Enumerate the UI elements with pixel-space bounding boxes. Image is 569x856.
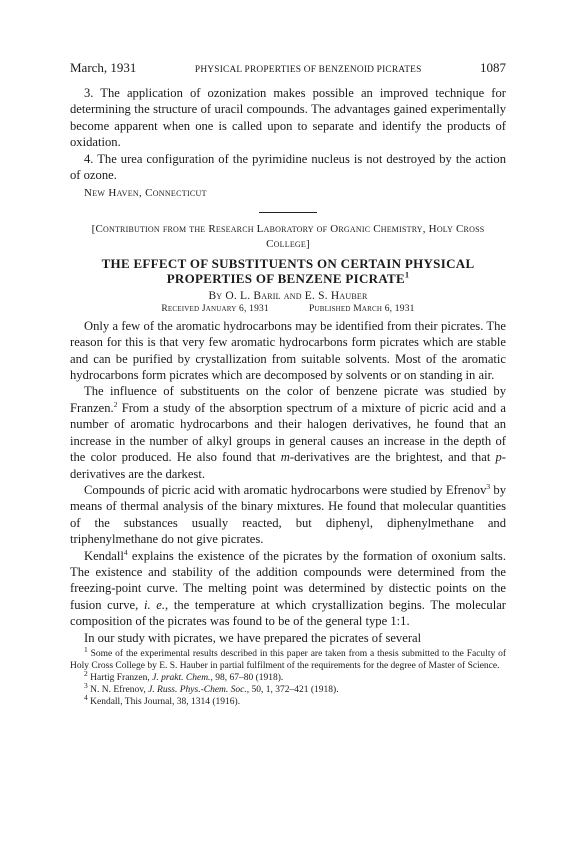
footnote-1-text: Some of the experimental results described in this paper are taken from a thesis submitted to the Faculty of Holy Cross College by E. S. Hauber in partial fulfilment of the requirements for the degree of Master of Science. bbox=[70, 648, 506, 671]
footnote-3-journal: J. Russ. Phys.-Chem. Soc. bbox=[148, 684, 247, 695]
author-location bbox=[70, 185, 506, 202]
journal-page bbox=[70, 60, 506, 708]
paragraph-2 bbox=[70, 383, 506, 481]
title-footnote-marker: 1 bbox=[405, 271, 410, 281]
meta-prefix: m bbox=[280, 450, 290, 465]
byline bbox=[70, 290, 506, 302]
article-title bbox=[70, 256, 506, 287]
footnote-2-mark: 2 bbox=[84, 668, 88, 678]
paragraph-3-part-a: Compounds of picric acid with aromatic hydrocarbons were studied by Efrenov bbox=[84, 482, 487, 497]
running-head-title: PHYSICAL PROPERTIES OF BENZENOID PICRATES bbox=[194, 65, 422, 75]
published-date: Published March 6, 1931 bbox=[308, 303, 415, 314]
conclusion-item-3 bbox=[70, 85, 506, 151]
footnote-2-journal: J. prakt. Chem. bbox=[152, 672, 211, 683]
conclusion-item-3-part-b: The advantages gained experimentally become apparent when one is called upon to separate and identify the products of oxidation. bbox=[70, 102, 506, 150]
footnote-2 bbox=[70, 668, 506, 684]
paragraph-2-part-a: The influence of substituents on the color of benzene picrate was studied by Franzen. bbox=[70, 384, 506, 415]
footnote-1-mark: 1 bbox=[84, 644, 88, 654]
paragraph-5: In our study with picrates, we have prepared the picrates of several bbox=[84, 630, 422, 645]
contribution-text: [Contribution from the Research Laboratory of Organic Chemistry, Holy Cross College] bbox=[91, 222, 485, 250]
footnote-marker-2: 2 bbox=[113, 399, 118, 409]
id-est-abbrev: i. e. bbox=[143, 597, 166, 612]
footnote-marker-3: 3 bbox=[486, 481, 491, 491]
paragraph-2-part-d: -derivatives are the darkest. bbox=[70, 450, 506, 481]
paragraph-3-part-b: by means of thermal analysis of the binary mixtures. He found that molecular quantities of the substances usually reacted, but diphenyl, diphenylmethane and triphenylmethane do not give picrates. bbox=[70, 482, 506, 547]
footnotes bbox=[70, 644, 506, 708]
paragraph-4-part-a: Kendall bbox=[84, 548, 124, 563]
footnote-1 bbox=[70, 644, 506, 672]
article-dates bbox=[70, 304, 506, 314]
paragraph-4 bbox=[70, 548, 506, 630]
running-head bbox=[70, 60, 506, 76]
received-date: Received January 6, 1931 bbox=[161, 303, 269, 314]
footnote-4-mark: 4 bbox=[84, 692, 88, 702]
footnote-3-author: N. N. Efrenov, bbox=[87, 684, 149, 695]
footnote-2-ref: , 98, 67–80 (1918). bbox=[210, 672, 284, 683]
paragraph-2-part-c: -derivatives are the brightest, and that bbox=[289, 450, 496, 465]
footnote-3 bbox=[70, 680, 506, 696]
article-body bbox=[70, 318, 506, 646]
paragraph-2-part-b: From a study of the absorption spectrum of a mixture of picric acid and a number of aromatic hydrocarbons and their halogen derivatives, he found that an increase in the number of alkyl groups in general causes an increase in the depth of the color produced. He also found that bbox=[70, 400, 506, 465]
footnote-4-text: Kendall, This Journal, 38, 1314 (1916). bbox=[87, 696, 241, 707]
byline-text: By O. L. Baril and E. S. Hauber bbox=[208, 289, 368, 302]
footnote-3-ref: , 50, 1, 372–421 (1918). bbox=[246, 684, 339, 695]
footnote-3-mark: 3 bbox=[84, 680, 88, 690]
article-title-line-2-text: PROPERTIES OF BENZENE PICRATE bbox=[166, 271, 405, 287]
paragraph-4-part-b: explains the existence of the picrates by the formation of oxonium salts. The existence and stability of the addition compounds were determined from the freezing-point curve. The melting point was determined by distectic points on the fusion curve, bbox=[70, 548, 506, 612]
page-number: 1087 bbox=[480, 60, 506, 75]
contribution-line bbox=[70, 222, 506, 252]
running-head-date: March, 1931 bbox=[70, 60, 137, 75]
article-title-line-1: THE EFFECT OF SUBSTITUENTS ON CERTAIN PHYSICAL bbox=[101, 255, 475, 271]
paragraph-3 bbox=[70, 482, 506, 548]
conclusion-item-4: 4. The urea configuration of the pyrimidine nucleus is not destroyed by the action of ozone. bbox=[70, 151, 506, 183]
paragraph-4-part-c: , the temperature at which crystallization begins. The molecular composition of the picrates was found to be of the general type 1:1. bbox=[70, 597, 506, 629]
article-title-line-2 bbox=[70, 271, 506, 287]
footnote-marker-4: 4 bbox=[123, 547, 128, 557]
footnote-4 bbox=[70, 692, 506, 708]
footnote-2-author: Hartig Franzen, bbox=[87, 672, 153, 683]
author-location-text: New Haven, Connecticut bbox=[84, 187, 207, 200]
previous-article-conclusion bbox=[70, 85, 506, 203]
paragraph-1: Only a few of the aromatic hydrocarbons may be identified from their picrates. The reason for this is that very few aromatic hydrocarbons form picrates which are stable and can be purified by crystallization from suitable solvents. Most of the aromatic hydrocarbons form picrates which are decomposed by solvents or on standing in air. bbox=[70, 318, 506, 383]
para-prefix: p bbox=[495, 450, 502, 465]
section-divider bbox=[259, 212, 317, 213]
conclusion-item-3-part-a: 3. The application of ozonization makes possible an improved technique for determining the structure of uracil compounds. bbox=[70, 86, 506, 117]
